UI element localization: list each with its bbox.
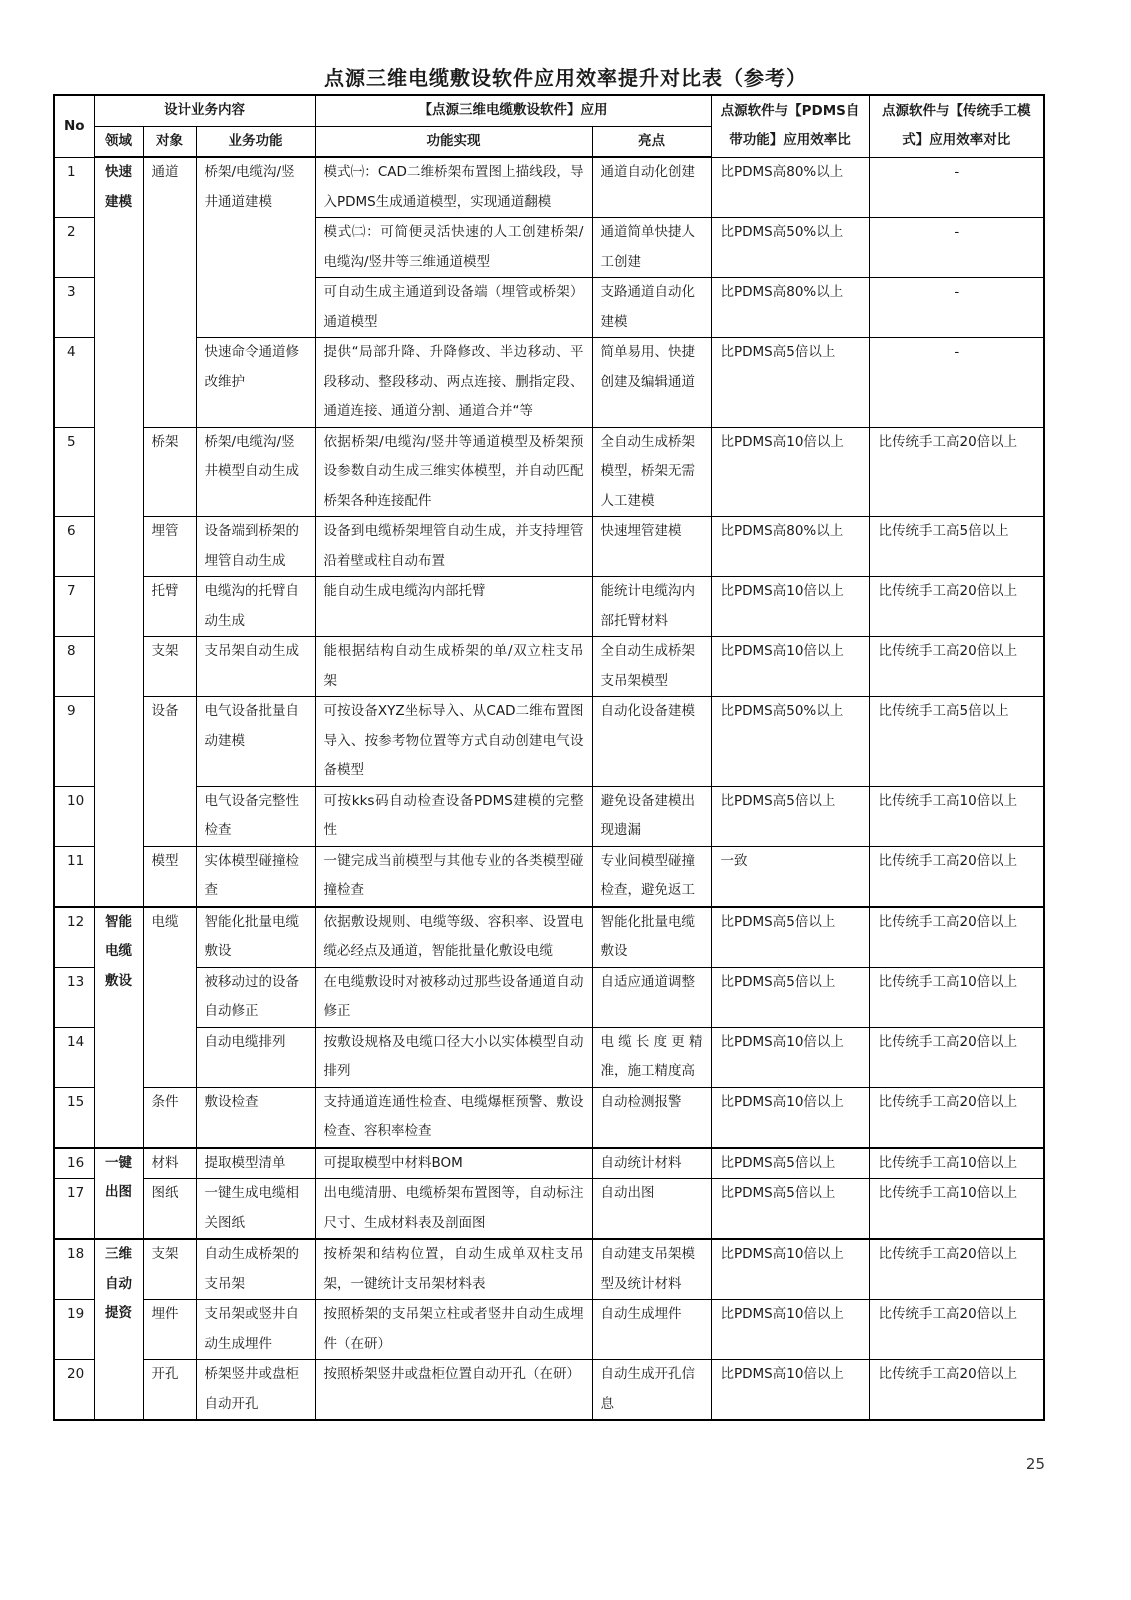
function-cell: 提取模型清单 [196, 1148, 315, 1179]
manual-ratio-cell: 比传统手工高20倍以上 [869, 907, 1044, 968]
highlight-cell: 简单易用、快捷创建及编辑通道 [592, 338, 711, 428]
function-cell: 设备端到桥架的埋管自动生成 [196, 517, 315, 577]
implementation-cell: 按照桥架竖井或盘柜位置自动开孔（在研） [315, 1360, 592, 1421]
pdms-ratio-cell: 比PDMS高5倍以上 [711, 967, 869, 1027]
row-number: 4 [54, 338, 94, 428]
highlight-cell: 通道简单快捷人工创建 [592, 218, 711, 278]
function-cell: 桥架竖井或盘柜自动开孔 [196, 1360, 315, 1421]
table-row [54, 786, 1044, 846]
implementation-cell: 按照桥架的支吊架立柱或者竖井自动生成埋件（在研） [315, 1300, 592, 1360]
highlight-cell: 全自动生成桥架模型，桥架无需人工建模 [592, 427, 711, 517]
table-row [54, 907, 1044, 968]
highlight-cell: 自动建支吊架模型及统计材料 [592, 1239, 711, 1300]
pdms-ratio-cell: 比PDMS高80%以上 [711, 517, 869, 577]
object-cell: 埋管 [143, 517, 196, 577]
row-number: 6 [54, 517, 94, 577]
row-number: 9 [54, 697, 94, 787]
manual-ratio-cell: 比传统手工高5倍以上 [869, 697, 1044, 787]
pdms-ratio-cell: 比PDMS高10倍以上 [711, 637, 869, 697]
object-cell: 托臂 [143, 577, 196, 637]
function-cell: 电缆沟的托臂自动生成 [196, 577, 315, 637]
object-cell: 支架 [143, 637, 196, 697]
function-cell: 一键生成电缆相关图纸 [196, 1179, 315, 1240]
manual-ratio-cell: 比传统手工高20倍以上 [869, 1300, 1044, 1360]
pdms-ratio-cell: 比PDMS高5倍以上 [711, 786, 869, 846]
table-row [54, 1360, 1044, 1421]
manual-ratio-cell: 比传统手工高20倍以上 [869, 427, 1044, 517]
implementation-cell: 依据敷设规则、电缆等级、容积率、设置电缆必经点及通道，智能批量化敷设电缆 [315, 907, 592, 968]
pdms-ratio-cell: 比PDMS高10倍以上 [711, 1027, 869, 1087]
pdms-ratio-cell: 比PDMS高10倍以上 [711, 1087, 869, 1148]
pdms-ratio-cell: 一致 [711, 846, 869, 907]
pdms-ratio-cell: 比PDMS高10倍以上 [711, 577, 869, 637]
pdms-ratio-cell: 比PDMS高5倍以上 [711, 1148, 869, 1179]
row-number: 18 [54, 1239, 94, 1300]
implementation-cell: 支持通道连通性检查、电缆爆框预警、敷设检查、容积率检查 [315, 1087, 592, 1148]
manual-ratio-cell: 比传统手工高20倍以上 [869, 1360, 1044, 1421]
row-number: 7 [54, 577, 94, 637]
comparison-table [53, 94, 1045, 1421]
table-row [54, 1179, 1044, 1240]
object-cell: 图纸 [143, 1179, 196, 1240]
page-title: 点源三维电缆敷设软件应用效率提升对比表（参考） [324, 66, 807, 90]
function-cell: 快速命令通道修改维护 [196, 338, 315, 428]
header-highlight: 亮点 [592, 126, 711, 157]
implementation-cell: 提供“局部升降、升降修改、半边移动、平段移动、整段移动、两点连接、删指定段、通道连接、通道分割、通道合并“等 [315, 338, 592, 428]
table-row [54, 1027, 1044, 1087]
implementation-cell: 可提取模型中材料BOM [315, 1148, 592, 1179]
highlight-cell: 快速埋管建模 [592, 517, 711, 577]
highlight-cell: 智能化批量电缆敷设 [592, 907, 711, 968]
function-cell: 桥架/电缆沟/竖井模型自动生成 [196, 427, 315, 517]
implementation-cell: 一键完成当前模型与其他专业的各类模型碰撞检查 [315, 846, 592, 907]
manual-ratio-cell: 比传统手工高20倍以上 [869, 637, 1044, 697]
function-cell: 桥架/电缆沟/竖井通道建模 [196, 157, 315, 338]
pdms-ratio-cell: 比PDMS高50%以上 [711, 697, 869, 787]
page-number: 25 [1025, 1455, 1045, 1473]
row-number: 12 [54, 907, 94, 968]
pdms-ratio-cell: 比PDMS高5倍以上 [711, 338, 869, 428]
implementation-cell: 可按设备XYZ坐标导入、从CAD二维布置图导入、按参考物位置等方式自动创建电气设备模型 [315, 697, 592, 787]
row-number: 19 [54, 1300, 94, 1360]
function-cell: 实体模型碰撞检查 [196, 846, 315, 907]
header-design-content: 设计业务内容 [94, 95, 315, 126]
object-cell: 支架 [143, 1239, 196, 1300]
header-object: 对象 [143, 126, 196, 157]
header-app: 【点源三维电缆敷设软件】应用 [315, 95, 711, 126]
function-cell: 敷设检查 [196, 1087, 315, 1148]
implementation-cell: 设备到电缆桥架埋管自动生成，并支持埋管沿着壁或柱自动布置 [315, 517, 592, 577]
row-number: 11 [54, 846, 94, 907]
object-cell: 电缆 [143, 907, 196, 1088]
highlight-cell: 通道自动化创建 [592, 157, 711, 218]
header-function: 业务功能 [196, 126, 315, 157]
pdms-ratio-cell: 比PDMS高10倍以上 [711, 1360, 869, 1421]
function-cell: 支吊架或竖井自动生成埋件 [196, 1300, 315, 1360]
pdms-ratio-cell: 比PDMS高80%以上 [711, 157, 869, 218]
highlight-cell: 能统计电缆沟内部托臂材料 [592, 577, 711, 637]
implementation-cell: 按桥架和结构位置，自动生成单双柱支吊架，一键统计支吊架材料表 [315, 1239, 592, 1300]
highlight-cell: 自适应通道调整 [592, 967, 711, 1027]
highlight-cell: 电缆长度更精准，施工精度高 [592, 1027, 711, 1087]
manual-ratio-cell: 比传统手工高10倍以上 [869, 1148, 1044, 1179]
header-no: No [54, 95, 94, 157]
row-number: 2 [54, 218, 94, 278]
row-number: 3 [54, 278, 94, 338]
highlight-cell: 全自动生成桥架支吊架模型 [592, 637, 711, 697]
table-row [54, 427, 1044, 517]
implementation-cell: 在电缆敷设时对被移动过那些设备通道自动修正 [315, 967, 592, 1027]
table-row [54, 338, 1044, 428]
object-cell: 模型 [143, 846, 196, 907]
manual-ratio-cell: 比传统手工高10倍以上 [869, 1179, 1044, 1240]
domain-cell: 一键出图 [94, 1148, 143, 1240]
header-pdms-ratio: 点源软件与【PDMS自带功能】应用效率比 [711, 95, 869, 157]
row-number: 14 [54, 1027, 94, 1087]
table-row [54, 967, 1044, 1027]
row-number: 13 [54, 967, 94, 1027]
pdms-ratio-cell: 比PDMS高5倍以上 [711, 1179, 869, 1240]
manual-ratio-cell: 比传统手工高5倍以上 [869, 517, 1044, 577]
pdms-ratio-cell: 比PDMS高10倍以上 [711, 1300, 869, 1360]
pdms-ratio-cell: 比PDMS高10倍以上 [711, 427, 869, 517]
manual-ratio-cell: - [869, 218, 1044, 278]
function-cell: 智能化批量电缆敷设 [196, 907, 315, 968]
table-row [54, 697, 1044, 787]
object-cell: 通道 [143, 157, 196, 427]
highlight-cell: 自动统计材料 [592, 1148, 711, 1179]
pdms-ratio-cell: 比PDMS高10倍以上 [711, 1239, 869, 1300]
manual-ratio-cell: - [869, 338, 1044, 428]
implementation-cell: 依据桥架/电缆沟/竖井等通道模型及桥架预设参数自动生成三维实体模型，并自动匹配桥架各种连接配件 [315, 427, 592, 517]
highlight-cell: 自动检测报警 [592, 1087, 711, 1148]
implementation-cell: 出电缆清册、电缆桥架布置图等，自动标注尺寸、生成材料表及剖面图 [315, 1179, 592, 1240]
function-cell: 自动电缆排列 [196, 1027, 315, 1087]
row-number: 17 [54, 1179, 94, 1240]
function-cell: 支吊架自动生成 [196, 637, 315, 697]
manual-ratio-cell: 比传统手工高10倍以上 [869, 967, 1044, 1027]
header-row-top [54, 95, 1044, 126]
object-cell: 开孔 [143, 1360, 196, 1421]
function-cell: 电气设备完整性检查 [196, 786, 315, 846]
row-number: 20 [54, 1360, 94, 1421]
manual-ratio-cell: 比传统手工高20倍以上 [869, 577, 1044, 637]
object-cell: 设备 [143, 697, 196, 847]
manual-ratio-cell: 比传统手工高20倍以上 [869, 1239, 1044, 1300]
table-row [54, 577, 1044, 637]
implementation-cell: 模式㈠：CAD二维桥架布置图上描线段，导入PDMS生成通道模型，实现通道翻模 [315, 157, 592, 218]
pdms-ratio-cell: 比PDMS高80%以上 [711, 278, 869, 338]
object-cell: 埋件 [143, 1300, 196, 1360]
manual-ratio-cell: - [869, 278, 1044, 338]
highlight-cell: 专业间模型碰撞检查，避免返工 [592, 846, 711, 907]
highlight-cell: 自动出图 [592, 1179, 711, 1240]
domain-cell: 三维自动提资 [94, 1239, 143, 1420]
highlight-cell: 自动化设备建模 [592, 697, 711, 787]
table-row [54, 1239, 1044, 1300]
implementation-cell: 可自动生成主通道到设备端（埋管或桥架）通道模型 [315, 278, 592, 338]
manual-ratio-cell: - [869, 157, 1044, 218]
row-number: 5 [54, 427, 94, 517]
highlight-cell: 支路通道自动化建模 [592, 278, 711, 338]
implementation-cell: 能自动生成电缆沟内部托臂 [315, 577, 592, 637]
table-row [54, 637, 1044, 697]
domain-cell: 智能电缆敷设 [94, 907, 143, 1148]
row-number: 15 [54, 1087, 94, 1148]
header-manual-ratio: 点源软件与【传统手工模式】应用效率对比 [869, 95, 1044, 157]
table-row [54, 846, 1044, 907]
object-cell: 桥架 [143, 427, 196, 517]
table-row [54, 517, 1044, 577]
header-implementation: 功能实现 [315, 126, 592, 157]
highlight-cell: 自动生成埋件 [592, 1300, 711, 1360]
implementation-cell: 模式㈡：可简便灵活快速的人工创建桥架/电缆沟/竖井等三维通道模型 [315, 218, 592, 278]
highlight-cell: 自动生成开孔信息 [592, 1360, 711, 1421]
row-number: 16 [54, 1148, 94, 1179]
function-cell: 电气设备批量自动建模 [196, 697, 315, 787]
pdms-ratio-cell: 比PDMS高5倍以上 [711, 907, 869, 968]
table-row [54, 1148, 1044, 1179]
table-row [54, 1087, 1044, 1148]
domain-cell: 快速建模 [94, 157, 143, 907]
implementation-cell: 能根据结构自动生成桥架的单/双立柱支吊架 [315, 637, 592, 697]
row-number: 10 [54, 786, 94, 846]
manual-ratio-cell: 比传统手工高10倍以上 [869, 786, 1044, 846]
manual-ratio-cell: 比传统手工高20倍以上 [869, 1027, 1044, 1087]
row-number: 8 [54, 637, 94, 697]
function-cell: 被移动过的设备自动修正 [196, 967, 315, 1027]
object-cell: 材料 [143, 1148, 196, 1179]
implementation-cell: 可按kks码自动检查设备PDMS建模的完整性 [315, 786, 592, 846]
function-cell: 自动生成桥架的支吊架 [196, 1239, 315, 1300]
row-number: 1 [54, 157, 94, 218]
implementation-cell: 按敷设规格及电缆口径大小以实体模型自动排列 [315, 1027, 592, 1087]
table-row [54, 157, 1044, 218]
pdms-ratio-cell: 比PDMS高50%以上 [711, 218, 869, 278]
manual-ratio-cell: 比传统手工高20倍以上 [869, 1087, 1044, 1148]
manual-ratio-cell: 比传统手工高20倍以上 [869, 846, 1044, 907]
table-row [54, 1300, 1044, 1360]
header-domain: 领域 [94, 126, 143, 157]
object-cell: 条件 [143, 1087, 196, 1148]
highlight-cell: 避免设备建模出现遗漏 [592, 786, 711, 846]
